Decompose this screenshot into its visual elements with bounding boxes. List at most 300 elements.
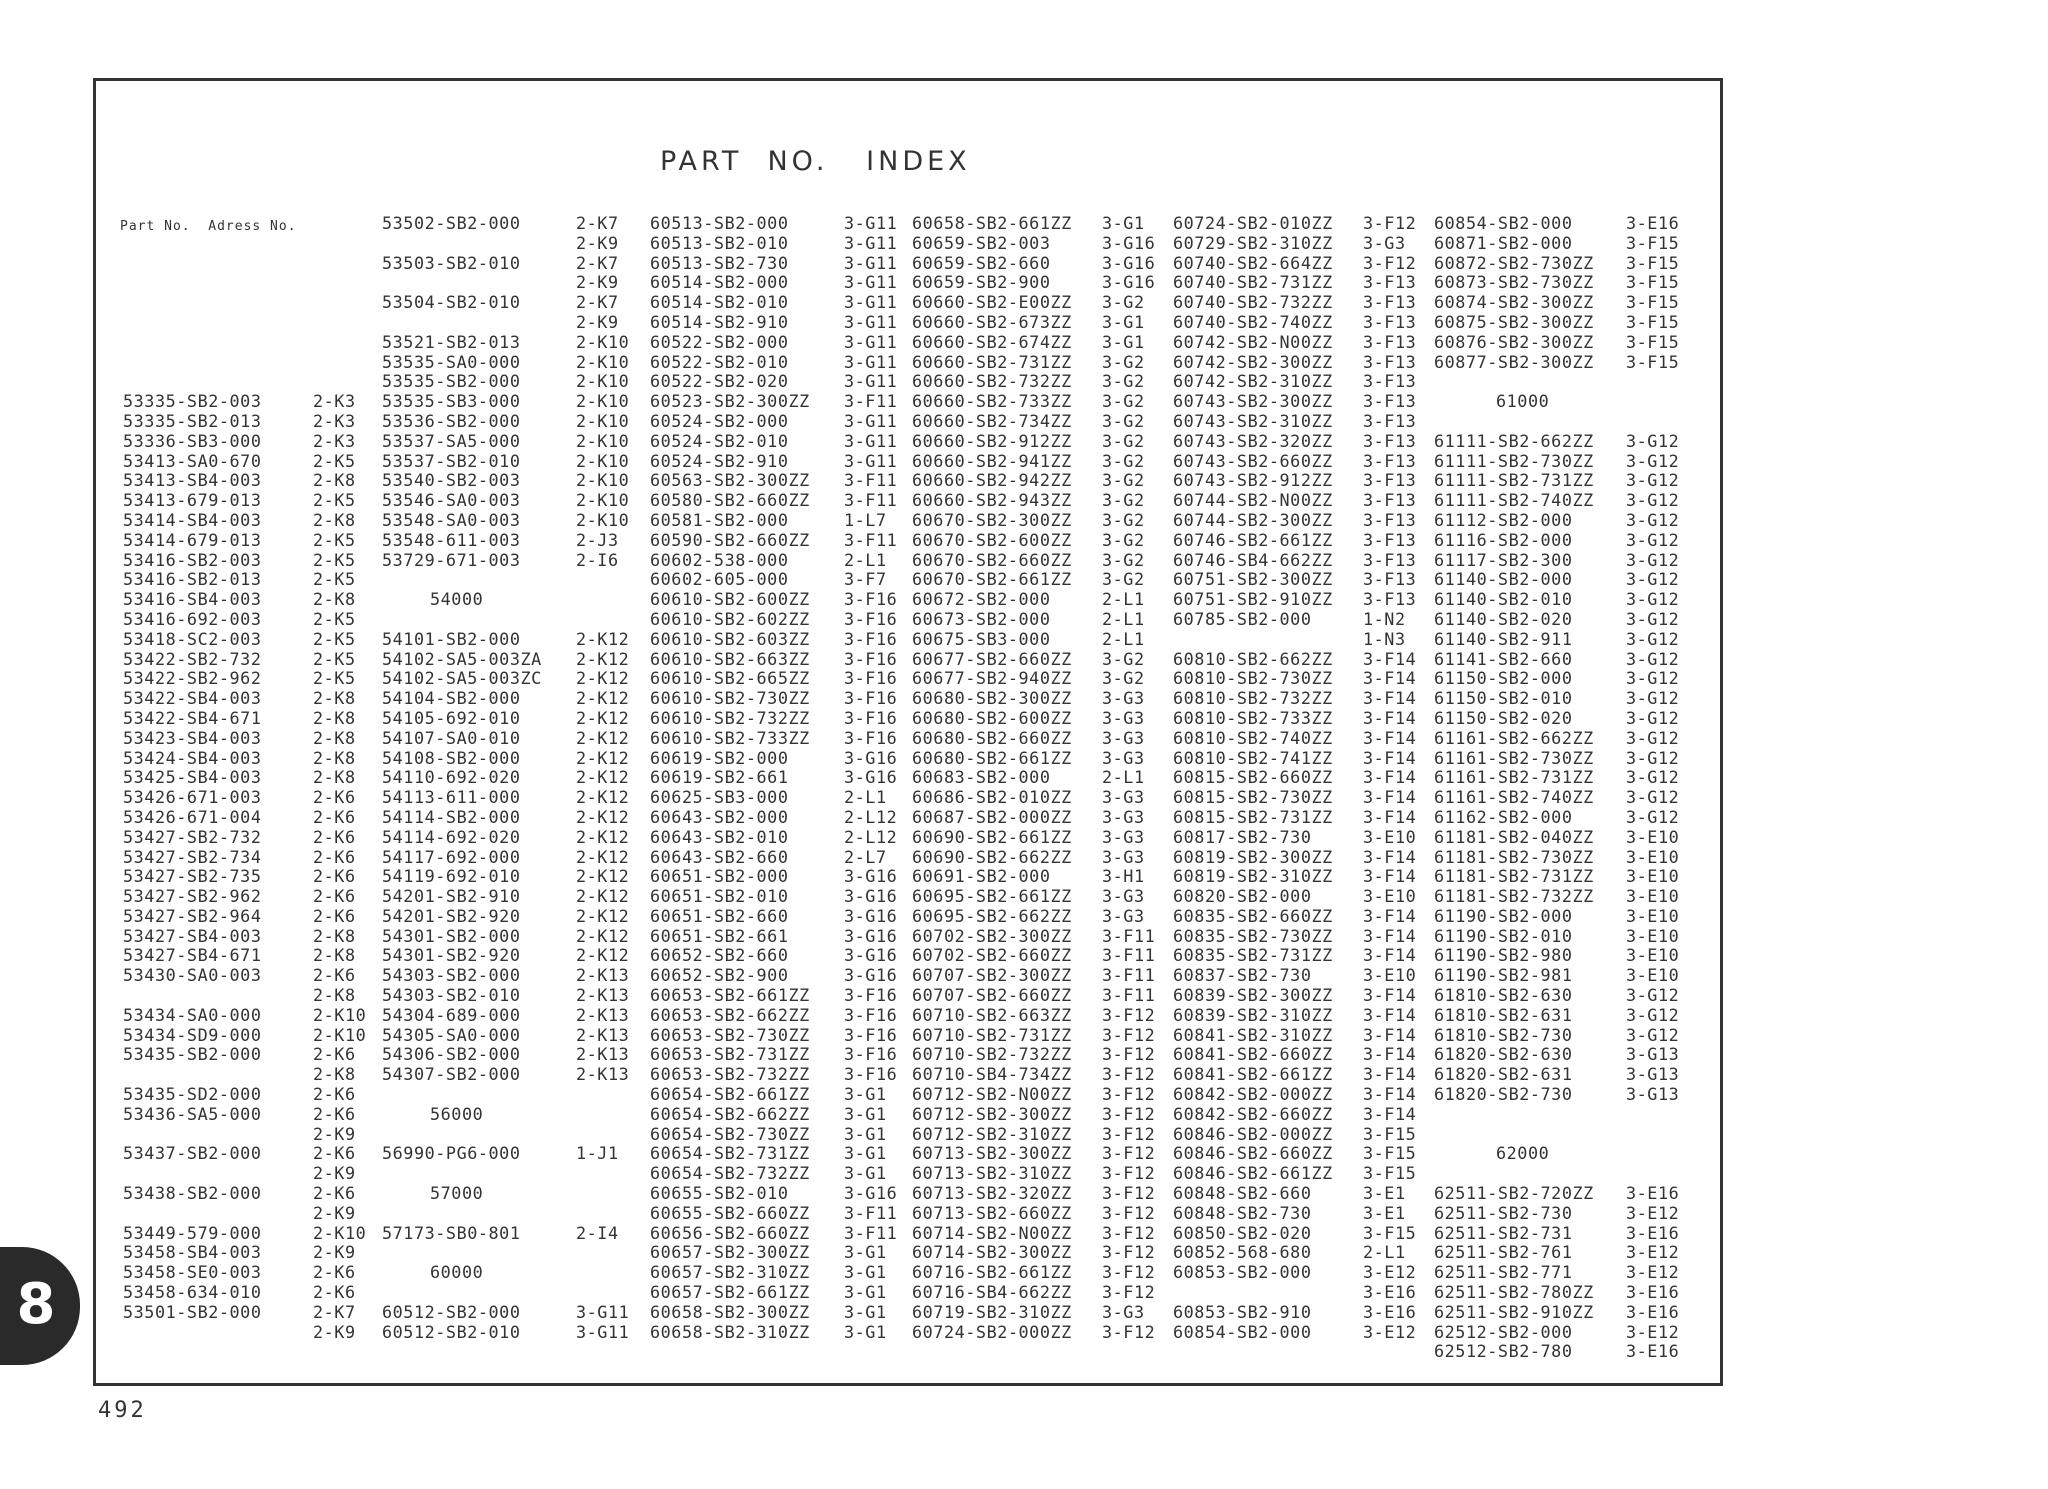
address-number: 3-G16 [844, 925, 898, 946]
address-number: 2-K13 [576, 1064, 630, 1085]
part-number: 60653-SB2-731ZZ [650, 1044, 810, 1065]
part-number: 60651-SB2-660 [650, 905, 789, 926]
address-number: 3-F13 [1363, 311, 1417, 332]
part-number: 60848-SB2-660 [1173, 1183, 1312, 1204]
part-number: 60660-SB2-943ZZ [912, 490, 1072, 511]
part-number: 60835-SB2-660ZZ [1173, 905, 1333, 926]
address-number: 3-G1 [1102, 311, 1145, 332]
address-number: 3-E10 [1626, 866, 1680, 887]
part-number: 60841-SB2-660ZZ [1173, 1044, 1333, 1065]
part-number: 60670-SB2-660ZZ [912, 549, 1072, 570]
address-number: 3-F14 [1363, 1024, 1417, 1045]
part-number: 60746-SB4-662ZZ [1173, 549, 1333, 570]
part-number: 60875-SB2-300ZZ [1434, 311, 1594, 332]
part-number: 60659-SB2-660 [912, 252, 1051, 273]
address-number: 3-G2 [1102, 668, 1145, 689]
address-number: 3-G16 [844, 747, 898, 768]
part-number: 60873-SB2-730ZZ [1434, 272, 1594, 293]
part-number: 53414-679-013 [123, 529, 262, 550]
part-number: 60872-SB2-730ZZ [1434, 252, 1594, 273]
part-number: 53501-SB2-000 [123, 1301, 262, 1322]
address-number: 2-K9 [313, 1163, 356, 1184]
part-number: 60658-SB2-300ZZ [650, 1301, 810, 1322]
address-number: 2-K5 [313, 549, 356, 570]
part-number: 54301-SB2-000 [382, 925, 521, 946]
part-number: 60514-SB2-010 [650, 292, 789, 313]
address-number: 3-F14 [1363, 1103, 1417, 1124]
address-number: 3-G11 [844, 371, 898, 392]
address-number: 3-G1 [844, 1123, 887, 1144]
part-number: 60687-SB2-000ZZ [912, 806, 1072, 827]
part-number: 54303-SB2-000 [382, 965, 521, 986]
part-number: 60512-SB2-010 [382, 1321, 521, 1342]
address-number: 3-G12 [1626, 1004, 1680, 1025]
address-number: 3-G16 [1102, 232, 1156, 253]
address-number: 3-F15 [1626, 232, 1680, 253]
part-number: 62511-SB2-771 [1434, 1262, 1573, 1283]
address-number: 2-K5 [313, 668, 356, 689]
part-number: 60841-SB2-661ZZ [1173, 1064, 1333, 1085]
address-number: 2-K10 [576, 391, 630, 412]
group-heading: 62000 [1496, 1143, 1550, 1164]
address-number: 3-G2 [1102, 529, 1145, 550]
part-number: 60524-SB2-000 [650, 410, 789, 431]
address-number: 2-K10 [576, 450, 630, 471]
part-number: 60854-SB2-000 [1434, 213, 1573, 233]
part-number: 53434-SA0-000 [123, 1004, 262, 1025]
address-number: 2-L1 [1102, 628, 1145, 649]
part-number: 60712-SB2-310ZZ [912, 1123, 1072, 1144]
address-number: 3-F15 [1363, 1222, 1417, 1243]
part-number: 60563-SB2-300ZZ [650, 470, 810, 491]
part-number: 60876-SB2-300ZZ [1434, 331, 1594, 352]
part-number: 53458-SE0-003 [123, 1262, 262, 1283]
part-number: 53449-579-000 [123, 1222, 262, 1243]
address-number: 2-K6 [313, 905, 356, 926]
address-number: 3-F12 [1102, 1143, 1156, 1164]
address-number: 2-K9 [313, 1242, 356, 1263]
address-number: 3-F13 [1363, 292, 1417, 313]
part-number: 60522-SB2-010 [650, 351, 789, 372]
address-number: 3-F12 [1363, 252, 1417, 273]
part-number: 60602-605-000 [650, 569, 789, 590]
address-number: 2-K9 [576, 311, 619, 332]
part-number: 53416-SB2-003 [123, 549, 262, 570]
address-number: 3-E10 [1626, 925, 1680, 946]
address-number: 3-F14 [1363, 668, 1417, 689]
part-number: 60835-SB2-730ZZ [1173, 925, 1333, 946]
address-number: 3-F11 [844, 470, 898, 491]
part-number: 61190-SB2-000 [1434, 905, 1573, 926]
address-number: 3-G12 [1626, 569, 1680, 590]
address-number: 3-E10 [1363, 965, 1417, 986]
part-number: 60625-SB3-000 [650, 787, 789, 808]
address-number: 3-F14 [1363, 707, 1417, 728]
address-number: 3-G3 [1102, 886, 1145, 907]
part-number: 60523-SB2-300ZZ [650, 391, 810, 412]
address-number: 3-F12 [1102, 1242, 1156, 1263]
address-number: 3-E10 [1626, 826, 1680, 847]
part-number: 54105-692-010 [382, 707, 521, 728]
address-number: 3-F12 [1102, 1103, 1156, 1124]
address-number: 3-E16 [1626, 1222, 1680, 1243]
address-number: 2-K6 [313, 1103, 356, 1124]
address-number: 2-K12 [576, 747, 630, 768]
address-number: 3-G11 [844, 213, 898, 233]
part-number: 60751-SB2-300ZZ [1173, 569, 1333, 590]
address-number: 2-I6 [576, 549, 619, 570]
address-number: 2-K6 [313, 1282, 356, 1303]
part-number: 61181-SB2-040ZZ [1434, 826, 1594, 847]
part-number: 61161-SB2-740ZZ [1434, 787, 1594, 808]
part-number: 60713-SB2-660ZZ [912, 1202, 1072, 1223]
address-number: 3-F12 [1102, 1064, 1156, 1085]
address-number: 3-G12 [1626, 787, 1680, 808]
part-number: 60710-SB4-734ZZ [912, 1064, 1072, 1085]
part-number: 53458-SB4-003 [123, 1242, 262, 1263]
address-number: 2-K12 [576, 806, 630, 827]
part-number: 53335-SB2-013 [123, 410, 262, 431]
address-number: 2-K12 [576, 866, 630, 887]
part-number: 53438-SB2-000 [123, 1183, 262, 1204]
part-number: 60610-SB2-600ZZ [650, 589, 810, 610]
address-number: 3-E1 [1363, 1183, 1406, 1204]
part-number: 53435-SD2-000 [123, 1084, 262, 1105]
part-number: 53536-SB2-000 [382, 410, 521, 431]
address-number: 2-K8 [313, 707, 356, 728]
part-number: 62512-SB2-780 [1434, 1341, 1573, 1362]
address-number: 2-K8 [313, 945, 356, 966]
part-number: 60524-SB2-910 [650, 450, 789, 471]
part-number: 60651-SB2-000 [650, 866, 789, 887]
address-number: 2-K7 [576, 252, 619, 273]
part-number: 60742-SB2-310ZZ [1173, 371, 1333, 392]
address-number: 3-G2 [1102, 569, 1145, 590]
address-number: 3-G12 [1626, 608, 1680, 629]
address-number: 2-K10 [576, 470, 630, 491]
part-number: 53535-SA0-000 [382, 351, 521, 372]
part-number: 61190-SB2-980 [1434, 945, 1573, 966]
part-number: 61190-SB2-010 [1434, 925, 1573, 946]
part-number: 62511-SB2-720ZZ [1434, 1183, 1594, 1204]
part-number: 60835-SB2-731ZZ [1173, 945, 1333, 966]
part-number: 60660-SB2-673ZZ [912, 311, 1072, 332]
part-number: 60619-SB2-000 [650, 747, 789, 768]
address-number: 3-G16 [844, 965, 898, 986]
part-number: 60660-SB2-731ZZ [912, 351, 1072, 372]
address-number: 3-F13 [1363, 450, 1417, 471]
part-number: 61150-SB2-020 [1434, 707, 1573, 728]
address-number: 3-G12 [1626, 727, 1680, 748]
address-number: 2-K10 [576, 331, 630, 352]
address-number: 2-K8 [313, 509, 356, 530]
part-number: 60654-SB2-730ZZ [650, 1123, 810, 1144]
address-number: 3-G2 [1102, 371, 1145, 392]
part-number: 60743-SB2-310ZZ [1173, 410, 1333, 431]
address-number: 3-G12 [1626, 628, 1680, 649]
part-number: 60707-SB2-300ZZ [912, 965, 1072, 986]
address-number: 3-G2 [1102, 549, 1145, 570]
part-number: 60670-SB2-600ZZ [912, 529, 1072, 550]
column-header-label: Part No. Adress No. [120, 219, 297, 234]
part-number: 60690-SB2-661ZZ [912, 826, 1072, 847]
part-number: 61112-SB2-000 [1434, 509, 1573, 530]
part-number: 53435-SB2-000 [123, 1044, 262, 1065]
address-number: 3-G11 [576, 1321, 630, 1342]
part-number: 60654-SB2-661ZZ [650, 1084, 810, 1105]
part-number: 60848-SB2-730 [1173, 1202, 1312, 1223]
part-number: 60710-SB2-663ZZ [912, 1004, 1072, 1025]
part-number: 60643-SB2-010 [650, 826, 789, 847]
part-number: 53502-SB2-000 [382, 213, 521, 233]
address-number: 3-F14 [1363, 806, 1417, 827]
address-number: 3-G2 [1102, 430, 1145, 451]
part-number: 60815-SB2-660ZZ [1173, 767, 1333, 788]
address-number: 3-F13 [1363, 410, 1417, 431]
address-number: 3-F16 [844, 1004, 898, 1025]
part-number: 60743-SB2-300ZZ [1173, 391, 1333, 412]
part-number: 60673-SB2-000 [912, 608, 1051, 629]
address-number: 2-K8 [313, 767, 356, 788]
address-number: 2-K8 [313, 747, 356, 768]
address-number: 3-F16 [844, 589, 898, 610]
address-number: 3-F15 [1626, 311, 1680, 332]
address-number: 2-L12 [844, 826, 898, 847]
part-number: 53423-SB4-003 [123, 727, 262, 748]
part-number: 54102-SA5-003ZC [382, 668, 542, 689]
address-number: 3-F11 [844, 529, 898, 550]
address-number: 3-F16 [844, 688, 898, 709]
part-number: 60743-SB2-660ZZ [1173, 450, 1333, 471]
address-number: 3-G12 [1626, 430, 1680, 451]
part-number: 60653-SB2-732ZZ [650, 1064, 810, 1085]
address-number: 2-K6 [313, 826, 356, 847]
part-number: 62511-SB2-910ZZ [1434, 1301, 1594, 1322]
address-number: 3-G11 [844, 272, 898, 293]
address-number: 3-G13 [1626, 1084, 1680, 1105]
part-number: 61140-SB2-020 [1434, 608, 1573, 629]
part-number: 53535-SB2-000 [382, 371, 521, 392]
address-number: 3-F14 [1363, 905, 1417, 926]
address-number: 2-K9 [576, 272, 619, 293]
address-number: 2-K8 [313, 470, 356, 491]
address-number: 2-K12 [576, 707, 630, 728]
address-number: 3-F11 [844, 1202, 898, 1223]
part-number: 60590-SB2-660ZZ [650, 529, 810, 550]
part-number: 53548-611-003 [382, 529, 521, 550]
address-number: 3-E12 [1363, 1321, 1417, 1342]
part-number: 54108-SB2-000 [382, 747, 521, 768]
part-number: 60713-SB2-300ZZ [912, 1143, 1072, 1164]
part-number: 60610-SB2-665ZZ [650, 668, 810, 689]
address-number: 3-F11 [844, 490, 898, 511]
address-number: 3-G3 [1102, 806, 1145, 827]
part-number: 60672-SB2-000 [912, 589, 1051, 610]
part-number: 56990-PG6-000 [382, 1143, 521, 1164]
part-number: 53427-SB2-734 [123, 846, 262, 867]
part-number: 60653-SB2-661ZZ [650, 985, 810, 1006]
part-number: 60719-SB2-310ZZ [912, 1301, 1072, 1322]
part-number: 60702-SB2-300ZZ [912, 925, 1072, 946]
address-number: 2-K3 [313, 430, 356, 451]
part-number: 60819-SB2-310ZZ [1173, 866, 1333, 887]
part-number: 61190-SB2-981 [1434, 965, 1573, 986]
address-number: 3-F14 [1363, 648, 1417, 669]
part-number: 60871-SB2-000 [1434, 232, 1573, 253]
address-number: 3-G1 [844, 1143, 887, 1164]
address-number: 3-G2 [1102, 470, 1145, 491]
part-number: 61820-SB2-630 [1434, 1044, 1573, 1065]
address-number: 2-K12 [576, 787, 630, 808]
address-number: 2-K10 [576, 371, 630, 392]
part-number: 60659-SB2-003 [912, 232, 1051, 253]
part-number: 60695-SB2-662ZZ [912, 905, 1072, 926]
part-number: 54104-SB2-000 [382, 688, 521, 709]
address-number: 3-G12 [1626, 747, 1680, 768]
part-number: 53434-SD9-000 [123, 1024, 262, 1045]
part-number: 60514-SB2-000 [650, 272, 789, 293]
address-number: 3-G12 [1626, 707, 1680, 728]
address-number: 3-F13 [1363, 430, 1417, 451]
part-number: 60654-SB2-731ZZ [650, 1143, 810, 1164]
part-number: 60853-SB2-000 [1173, 1262, 1312, 1283]
address-number: 3-F12 [1102, 1222, 1156, 1243]
part-number: 54119-692-010 [382, 866, 521, 887]
part-number: 60660-SB2-912ZZ [912, 430, 1072, 451]
part-number: 53427-SB2-962 [123, 886, 262, 907]
address-number: 3-F14 [1363, 688, 1417, 709]
part-number: 54307-SB2-000 [382, 1064, 521, 1085]
address-number: 2-K6 [313, 1084, 356, 1105]
part-number: 62511-SB2-780ZZ [1434, 1282, 1594, 1303]
address-number: 3-G12 [1626, 589, 1680, 610]
address-number: 3-F15 [1363, 1143, 1417, 1164]
address-number: 3-F14 [1363, 1084, 1417, 1105]
address-number: 3-G1 [844, 1282, 887, 1303]
address-number: 3-G3 [1102, 826, 1145, 847]
part-number: 62511-SB2-731 [1434, 1222, 1573, 1243]
part-number: 60610-SB2-602ZZ [650, 608, 810, 629]
part-number: 53535-SB3-000 [382, 391, 521, 412]
part-number: 53540-SB2-003 [382, 470, 521, 491]
part-number: 60512-SB2-000 [382, 1301, 521, 1322]
address-number: 2-K10 [313, 1004, 367, 1025]
part-number: 54304-689-000 [382, 1004, 521, 1025]
address-number: 3-G16 [1102, 272, 1156, 293]
address-number: 3-G12 [1626, 490, 1680, 511]
address-number: 3-F14 [1363, 767, 1417, 788]
address-number: 2-K8 [313, 589, 356, 610]
address-number: 3-G12 [1626, 509, 1680, 530]
part-number: 60657-SB2-310ZZ [650, 1262, 810, 1283]
part-number: 53729-671-003 [382, 549, 521, 570]
part-number: 60852-568-680 [1173, 1242, 1312, 1263]
address-number: 3-G2 [1102, 509, 1145, 530]
address-number: 3-G11 [844, 311, 898, 332]
part-number: 53422-SB4-003 [123, 688, 262, 709]
part-number: 53548-SA0-003 [382, 509, 521, 530]
address-number: 3-F11 [1102, 985, 1156, 1006]
part-number: 60810-SB2-730ZZ [1173, 668, 1333, 689]
part-number: 54107-SA0-010 [382, 727, 521, 748]
part-number: 60653-SB2-730ZZ [650, 1024, 810, 1045]
part-number: 60846-SB2-661ZZ [1173, 1163, 1333, 1184]
part-number: 61150-SB2-000 [1434, 668, 1573, 689]
address-number: 1-J1 [576, 1143, 619, 1164]
part-number: 53336-SB3-000 [123, 430, 262, 451]
part-number: 53335-SB2-003 [123, 391, 262, 412]
part-number: 60513-SB2-000 [650, 213, 789, 233]
part-number: 60680-SB2-660ZZ [912, 727, 1072, 748]
address-number: 3-G2 [1102, 292, 1145, 313]
address-number: 3-F13 [1363, 351, 1417, 372]
part-number: 60680-SB2-661ZZ [912, 747, 1072, 768]
address-number: 3-F13 [1363, 490, 1417, 511]
address-number: 3-E16 [1626, 1341, 1680, 1362]
part-number: 53413-SB4-003 [123, 470, 262, 491]
part-number: 60713-SB2-310ZZ [912, 1163, 1072, 1184]
part-number: 60744-SB2-300ZZ [1173, 509, 1333, 530]
part-number: 60680-SB2-300ZZ [912, 688, 1072, 709]
part-number: 60729-SB2-310ZZ [1173, 232, 1333, 253]
address-number: 3-F13 [1363, 529, 1417, 550]
address-number: 3-E1 [1363, 1202, 1406, 1223]
address-number: 2-K12 [576, 648, 630, 669]
part-number: 60670-SB2-300ZZ [912, 509, 1072, 530]
address-number: 3-G3 [1102, 727, 1145, 748]
address-number: 3-F16 [844, 1064, 898, 1085]
part-number: 60724-SB2-000ZZ [912, 1321, 1072, 1342]
address-number: 3-F15 [1626, 351, 1680, 372]
part-number: 61181-SB2-731ZZ [1434, 866, 1594, 887]
address-number: 3-F14 [1363, 985, 1417, 1006]
part-number: 60610-SB2-603ZZ [650, 628, 810, 649]
part-number: 60810-SB2-740ZZ [1173, 727, 1333, 748]
address-number: 1-L7 [844, 509, 887, 530]
part-number: 60810-SB2-662ZZ [1173, 648, 1333, 669]
address-number: 3-F13 [1363, 589, 1417, 610]
part-number: 53424-SB4-003 [123, 747, 262, 768]
address-number: 3-G11 [844, 331, 898, 352]
address-number: 3-E10 [1626, 846, 1680, 867]
address-number: 2-K12 [576, 767, 630, 788]
address-number: 3-G16 [1102, 252, 1156, 273]
address-number: 3-E16 [1363, 1282, 1417, 1303]
section-tab [0, 1247, 80, 1365]
address-number: 3-F12 [1102, 1084, 1156, 1105]
address-number: 3-F14 [1363, 866, 1417, 887]
address-number: 3-F15 [1626, 331, 1680, 352]
part-number: 61150-SB2-010 [1434, 688, 1573, 709]
address-number: 2-K6 [313, 866, 356, 887]
address-number: 3-F11 [844, 391, 898, 412]
part-number: 61161-SB2-662ZZ [1434, 727, 1594, 748]
address-number: 3-F12 [1102, 1183, 1156, 1204]
address-number: 3-F13 [1363, 549, 1417, 570]
address-number: 3-E12 [1626, 1262, 1680, 1283]
part-number: 61161-SB2-731ZZ [1434, 767, 1594, 788]
part-number: 62512-SB2-000 [1434, 1321, 1573, 1342]
part-number: 53416-SB2-013 [123, 569, 262, 590]
address-number: 2-K13 [576, 1044, 630, 1065]
address-number: 2-K8 [313, 925, 356, 946]
part-number: 60740-SB2-732ZZ [1173, 292, 1333, 313]
address-number: 2-K6 [313, 1262, 356, 1283]
part-number: 60742-SB2-300ZZ [1173, 351, 1333, 372]
part-number: 54113-611-000 [382, 787, 521, 808]
address-number: 3-G3 [1102, 1301, 1145, 1322]
address-number: 3-G2 [1102, 391, 1145, 412]
